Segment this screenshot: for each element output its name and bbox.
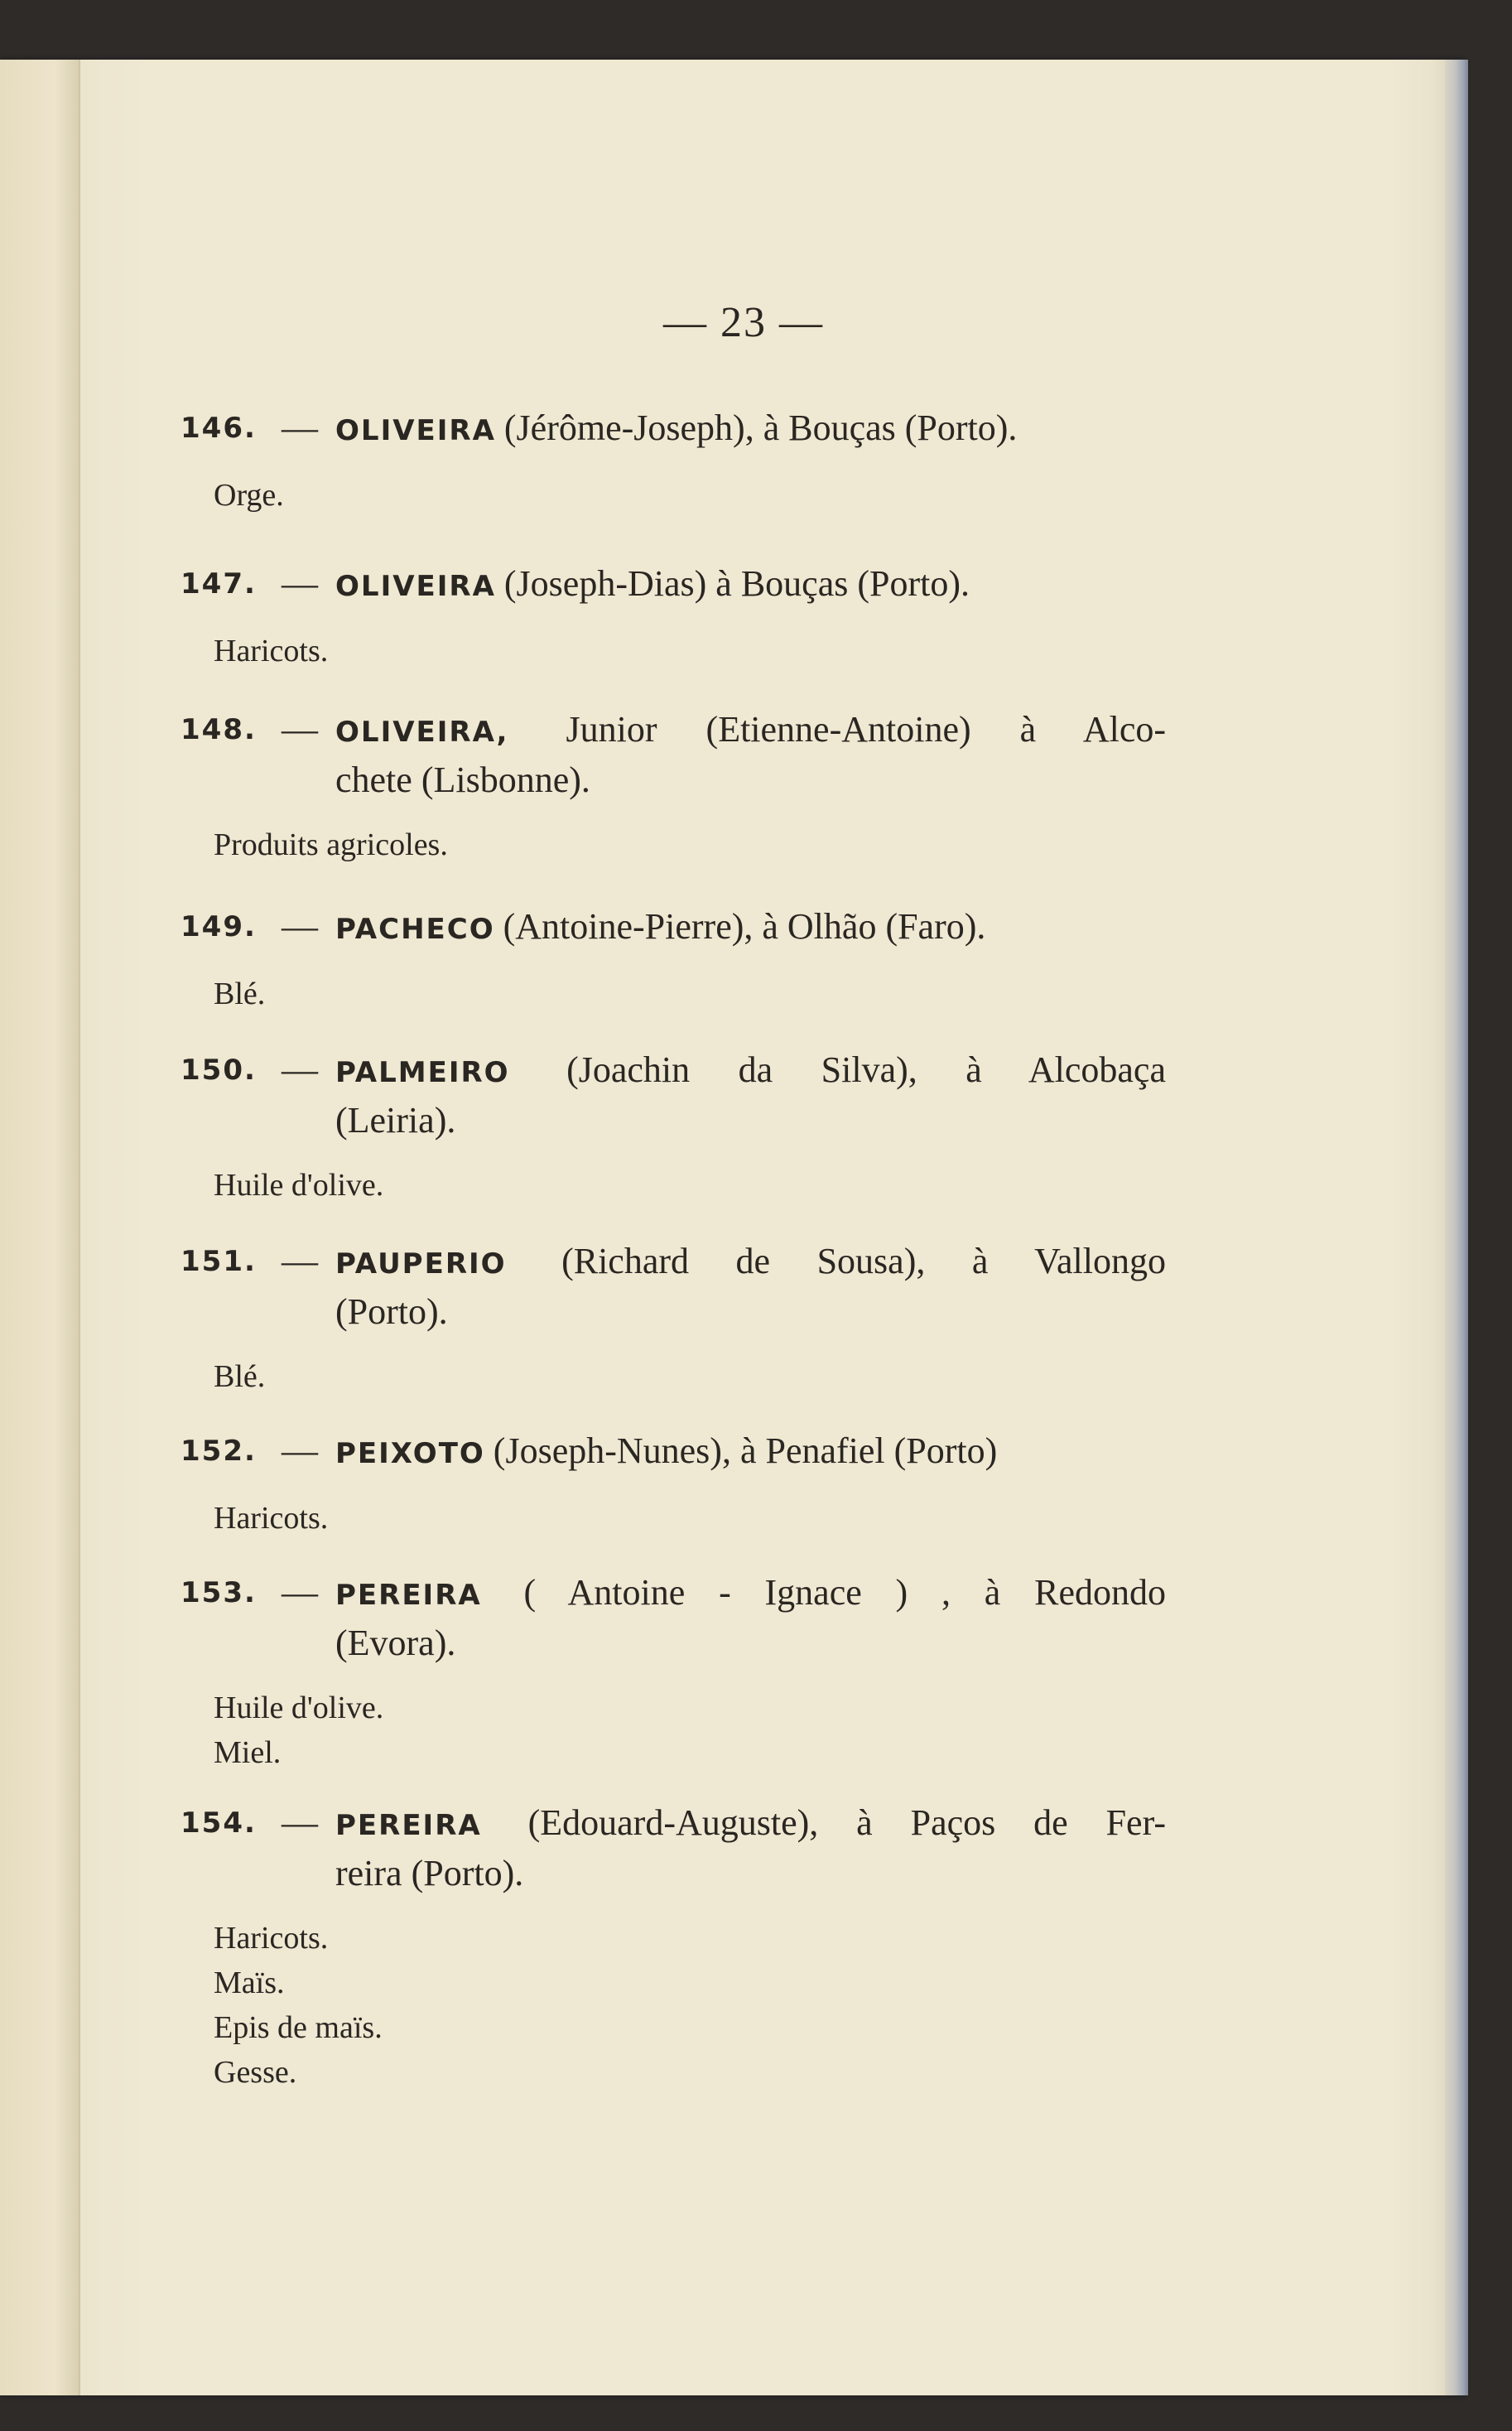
entry-dash: —	[282, 906, 318, 947]
product-item: Orge.	[214, 478, 284, 513]
entry-152	[181, 1427, 1166, 1541]
exhibitor-name: OLIVEIRA	[335, 414, 496, 447]
entry-number: 154.	[181, 1806, 257, 1840]
entry-154	[181, 1799, 1166, 2095]
product-list	[181, 822, 1166, 867]
exhibitor-name: PACHECO	[335, 913, 495, 946]
entry-dash: —	[282, 1049, 318, 1090]
product-list	[181, 1686, 1166, 1775]
entry-dash: —	[282, 1572, 318, 1613]
entry-heading	[181, 1799, 1166, 1898]
product-list	[181, 1354, 1166, 1399]
entry-number: 153.	[181, 1576, 257, 1609]
exhibitor-details: Junior (Etienne-Antoine) à Alco-	[566, 709, 1166, 750]
exhibitor-details: (Jérôme-Joseph), à Bouças (Porto).	[503, 408, 1018, 448]
entry-151	[181, 1237, 1166, 1399]
exhibitor-details-cont: (Porto).	[335, 1291, 448, 1332]
entry-heading	[181, 706, 1166, 804]
exhibitor-name: OLIVEIRA	[335, 570, 496, 603]
entry-heading	[181, 1237, 1166, 1336]
product-item: Huile d'olive.	[214, 1691, 384, 1725]
exhibitor-details: (Edouard-Auguste), à Paços de Fer-	[527, 1802, 1166, 1843]
entry-number: 148.	[181, 713, 257, 746]
exhibitor-name: PEIXOTO	[335, 1437, 485, 1470]
product-list	[181, 473, 1166, 518]
entry-heading	[181, 1427, 1166, 1478]
product-item: Blé.	[214, 1359, 266, 1394]
product-item: Huile d'olive.	[214, 1168, 384, 1203]
exhibitor-name: PALMEIRO	[335, 1056, 510, 1089]
product-list	[181, 629, 1166, 673]
entry-number: 146.	[181, 412, 257, 445]
page-number: — 23 —	[663, 299, 824, 346]
exhibitor-details: (Joseph-Dias) à Bouças (Porto).	[503, 563, 970, 604]
entry-dash: —	[282, 408, 318, 448]
product-item: Blé.	[214, 977, 266, 1011]
exhibitor-name: PAUPERIO	[335, 1247, 507, 1281]
product-item: Produits agricoles.	[214, 827, 448, 862]
exhibitor-name: PEREIRA	[335, 1809, 482, 1842]
exhibitor-details-cont: chete (Lisbonne).	[335, 760, 590, 800]
entry-147	[181, 560, 1166, 673]
entry-heading	[181, 1046, 1166, 1145]
entry-number: 152.	[181, 1435, 257, 1468]
exhibitor-name: PEREIRA	[335, 1579, 482, 1612]
entry-number: 147.	[181, 567, 257, 601]
exhibitor-name: OLIVEIRA,	[335, 716, 509, 749]
product-item: Haricots.	[214, 1921, 329, 1956]
entry-150	[181, 1046, 1166, 1208]
entry-146	[181, 404, 1166, 518]
product-list	[181, 1496, 1166, 1541]
entry-number: 150.	[181, 1054, 257, 1087]
product-list	[181, 1163, 1166, 1208]
entry-number: 149.	[181, 910, 257, 943]
exhibitor-details: (Joachin da Silva), à Alcobaça	[566, 1049, 1166, 1090]
product-list	[181, 1916, 1166, 2095]
entry-heading	[181, 560, 1166, 610]
entry-number: 151.	[181, 1245, 257, 1278]
entry-dash: —	[282, 563, 318, 604]
exhibitor-details-cont: (Leiria).	[335, 1100, 456, 1141]
exhibitor-details-cont: (Evora).	[335, 1623, 456, 1663]
exhibitor-details: ( Antoine - Ignace ) , à Redondo	[523, 1572, 1166, 1613]
product-item: Epis de maïs.	[214, 2010, 383, 2045]
entry-heading	[181, 404, 1166, 455]
exhibitor-details-cont: reira (Porto).	[335, 1853, 524, 1893]
entry-153	[181, 1569, 1166, 1775]
exhibitor-details: (Antoine-Pierre), à Olhão (Faro).	[503, 906, 986, 947]
entry-dash: —	[282, 1430, 318, 1471]
product-item: Gesse.	[214, 2055, 297, 2090]
product-list	[181, 972, 1166, 1016]
entry-148	[181, 706, 1166, 867]
entry-heading	[181, 1569, 1166, 1667]
entry-dash: —	[282, 709, 318, 750]
product-item: Haricots.	[214, 634, 329, 668]
product-item: Haricots.	[214, 1501, 329, 1536]
entry-heading	[181, 903, 1166, 953]
entry-149	[181, 903, 1166, 1016]
entry-dash: —	[282, 1241, 318, 1281]
exhibitor-details: (Richard de Sousa), à Vallongo	[561, 1241, 1166, 1281]
product-item: Maïs.	[214, 1966, 285, 2000]
product-item: Miel.	[214, 1735, 282, 1770]
exhibitor-details: (Joseph-Nunes), à Penafiel (Porto)	[493, 1430, 998, 1471]
entry-dash: —	[282, 1802, 318, 1843]
